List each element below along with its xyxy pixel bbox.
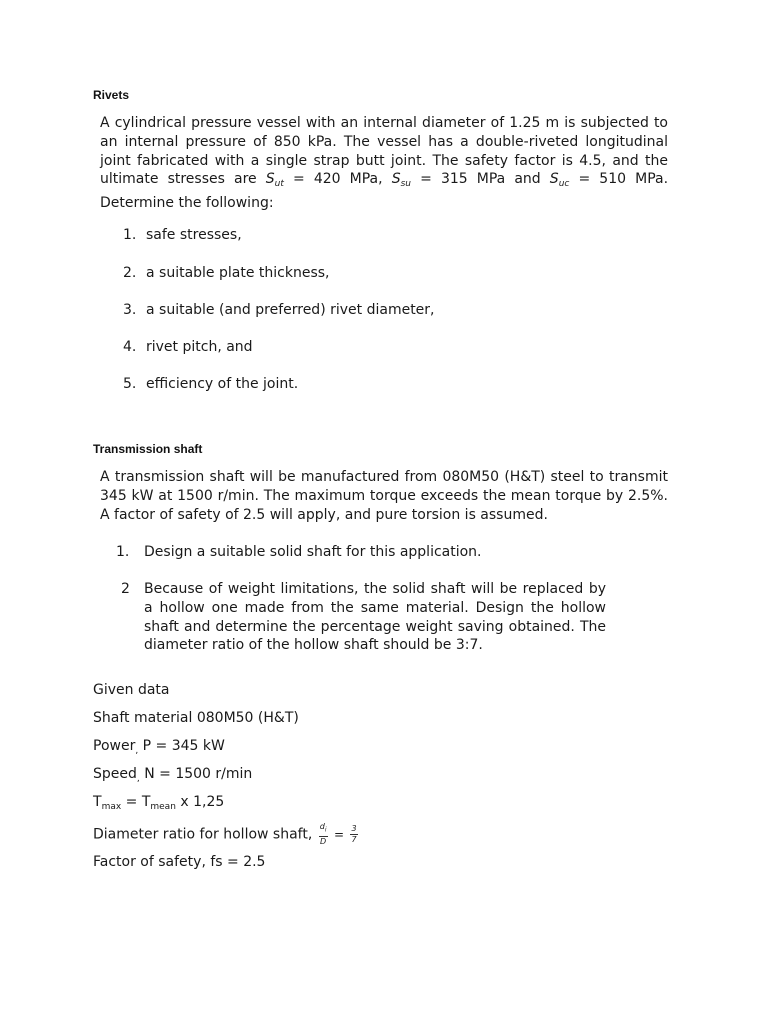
- ratio-lhs-fraction: $\frac{d_i}{D}$: [319, 822, 327, 846]
- given-data-title: Given data: [93, 682, 170, 698]
- shaft-list-item: 1. Design a suitable solid shaft for this application.: [116, 544, 482, 560]
- s-ut-value: = 420 MPa,: [293, 171, 383, 188]
- rivets-heading: Rivets: [93, 88, 130, 102]
- rivets-list-item: 2. a suitable plate thickness,: [123, 265, 330, 281]
- shaft-problem-text: A transmission shaft will be manufactured from 080M50 (H&T) steel to transmit 345 kW at 1500 r/min. The maximum torque exceeds the mean torque by 2.5%. A factor of safety of 2.5 will apply, and pure torsion is assumed.: [100, 469, 668, 523]
- shaft-heading: Transmission shaft: [93, 442, 203, 456]
- ratio-rhs-fraction: $\frac{3}{7}$: [351, 823, 357, 844]
- s-su-value: = 315 MPa and: [420, 171, 541, 188]
- given-diameter-ratio: Diameter ratio for hollow shaft, $\frac{d_i}{D}$ = $\frac{3}{7}$: [93, 822, 357, 846]
- rivets-list-item: 4. rivet pitch, and: [123, 339, 253, 355]
- given-power: Power$_,$ P = 345 kW: [93, 738, 225, 756]
- rivets-list-item: 5. efficiency of the joint.: [123, 376, 299, 392]
- given-factor-of-safety: Factor of safety, fs = 2.5: [93, 854, 266, 870]
- rivets-list-item: 1. safe stresses,: [123, 227, 242, 243]
- shaft-list-item: 2 Because of weight limitations, the solid shaft will be replaced by a hollow one made from the same material. Design the hollow shaft and determine the percentage weight saving obtained. The diameter ratio of the hollow shaft should be 3:7.: [121, 581, 606, 654]
- rivets-problem-text: [100, 114, 668, 213]
- given-torque-relation: $T_{max} = T_{mean}$ x 1,25: [93, 794, 225, 812]
- given-material: Shaft material 080M50 (H&T): [93, 710, 299, 726]
- rivets-determine: Determine the following:: [100, 195, 274, 211]
- rivets-intro: A cylindrical pressure vessel with an internal diameter of 1.25 m is subjected to an internal pressure of 850 kPa. The vessel has a double-riveted longitudinal joint fabricated with a single strap butt joint. The safety factor is 4.5, and the ultimate stresses are: [100, 115, 668, 188]
- s-su-symbol: $S_{su}$: [391, 171, 411, 190]
- given-speed: Speed$_,$ N = 1500 r/min: [93, 766, 253, 784]
- s-uc-value: = 510 MPa.: [578, 171, 669, 188]
- s-uc-symbol: $S_{uc}$: [549, 171, 570, 190]
- rivets-list-item: 3. a suitable (and preferred) rivet diameter,: [123, 302, 435, 318]
- s-ut-symbol: $S_{ut}$: [265, 171, 284, 190]
